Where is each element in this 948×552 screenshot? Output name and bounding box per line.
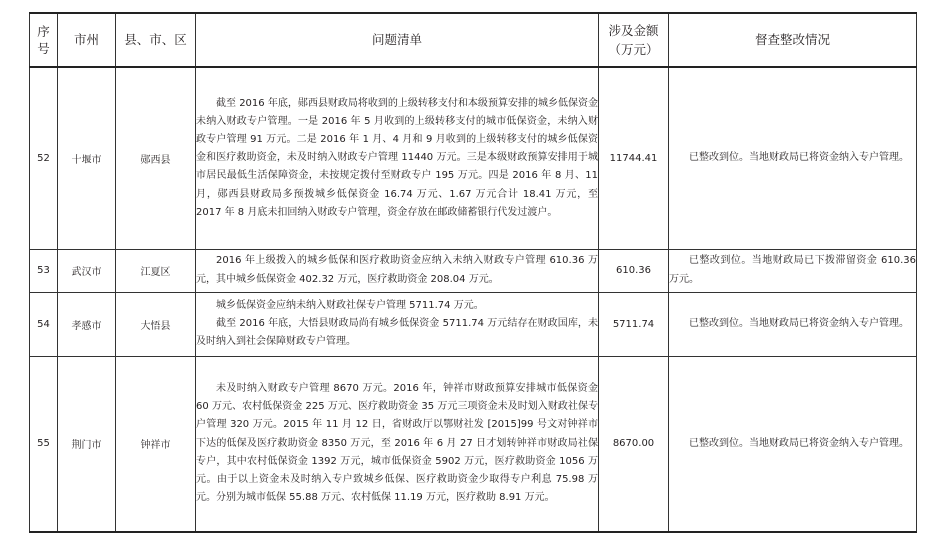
- header-county: 县、市、区: [116, 13, 196, 67]
- row-city: 十堰市: [58, 67, 116, 249]
- row-amount: 610.36: [599, 249, 669, 292]
- issue-paragraph: 2016 年上级拨入的城乡低保和医疗救助资金应纳入未纳入财政专户管理 610.36 万元，其中城乡低保资金 402.32 万元，医疗救助资金 208.04 万元。: [196, 255, 598, 285]
- header-rectification: 督查整改情况: [669, 13, 917, 67]
- row-county: 江夏区: [116, 249, 196, 292]
- row-amount: 8670.00: [599, 356, 669, 532]
- rectification-text: 已整改到位。当地财政局已下拨滞留资金 610.36 万元。: [669, 255, 916, 285]
- row-issues: [196, 249, 599, 292]
- header-amount: 涉及金额（万元）: [599, 13, 669, 67]
- row-county: 大悟县: [116, 292, 196, 356]
- row-county: 钟祥市: [116, 356, 196, 532]
- row-city: 武汉市: [58, 249, 116, 292]
- row-rectification: [669, 67, 917, 249]
- issue-paragraph: 未及时纳入财政专户管理 8670 万元。2016 年，钟祥市财政预算安排城市低保资金 60 万元、农村低保资金 225 万元、医疗救助资金 35 万元三项资金未及时划入财政社保专户管理 320 万元。2015 年 11 月 12 日，省财政厅以鄂财社发 [2015]99 号文对钟祥市下达的低保及医疗救助资金 8350 万元，至 2016 年 6 月 27 日才划转钟祥市财政局社保专户，其中农村低保资金 1392 万元，城市低保资金 5902 万元，医疗救助资金 1056 万元。由于以上资金未及时纳入专户致城乡低保、医疗救助资金少取得专户利息 75.98 万元。分别为城市低保 55.88 万元、农村低保 11.19 万元，医疗救助 8.91 万元。: [196, 383, 598, 504]
- table-row: [30, 356, 917, 532]
- row-seq: 53: [30, 249, 58, 292]
- issue-paragraph: 截至 2016 年底，大悟县财政局尚有城乡低保资金 5711.74 万元结存在财政国库，未及时纳入到社会保障财政专户管理。: [196, 317, 598, 348]
- row-seq: 52: [30, 67, 58, 249]
- table-row: [30, 292, 917, 356]
- issue-paragraph: 截至 2016 年底，郧西县财政局将收到的上级转移支付和本级预算安排的城乡低保资金未纳入财政专户管理。一是 2016 年 5 月收到的上级转移支付的城市低保资金，未纳入财政专户管理 91 万元。二是 2016 年 1 月、4 月和 9 月收到的上级转移支付的城乡低保资金和医疗救助资金，未及时纳入财政专户管理 11440 万元。三是本级财政预算安排用于城市居民最低生活保障资金，未按规定拨付至财政专户 195 万元。四是 2016 年 8 月、11 月，郧西县财政局多预拨城乡低保资金 16.74 万元、1.67 万元合计 18.41 万元，至 2017 年 8 月底未扣回纳入财政专户管理，资金存放在邮政储蓄银行代发过渡户。: [196, 97, 598, 218]
- header-city: 市州: [58, 13, 116, 67]
- rectification-text: 已整改到位。当地财政局已将资金纳入专户管理。: [689, 152, 909, 164]
- row-rectification: [669, 356, 917, 532]
- table-row: [30, 249, 917, 292]
- header-row: [30, 13, 917, 67]
- header-issues: 问题清单: [196, 13, 599, 67]
- row-city: 荆门市: [58, 356, 116, 532]
- row-issues: [196, 67, 599, 249]
- rectification-text: 已整改到位。当地财政局已将资金纳入专户管理。: [689, 437, 909, 449]
- row-amount: 5711.74: [599, 292, 669, 356]
- row-issues: [196, 292, 599, 356]
- header-seq: 序号: [30, 13, 58, 67]
- row-rectification: [669, 249, 917, 292]
- row-seq: 54: [30, 292, 58, 356]
- row-county: 郧西县: [116, 67, 196, 249]
- issue-paragraph: 城乡低保资金应纳未纳入财政社保专户管理 5711.74 万元。: [216, 299, 484, 311]
- row-rectification: [669, 292, 917, 356]
- row-seq: 55: [30, 356, 58, 532]
- row-amount: 11744.41: [599, 67, 669, 249]
- table-row: [30, 67, 917, 249]
- row-city: 孝感市: [58, 292, 116, 356]
- rectification-text: 已整改到位。当地财政局已将资金纳入专户管理。: [689, 317, 909, 329]
- row-issues: [196, 356, 599, 532]
- audit-table: [29, 12, 917, 533]
